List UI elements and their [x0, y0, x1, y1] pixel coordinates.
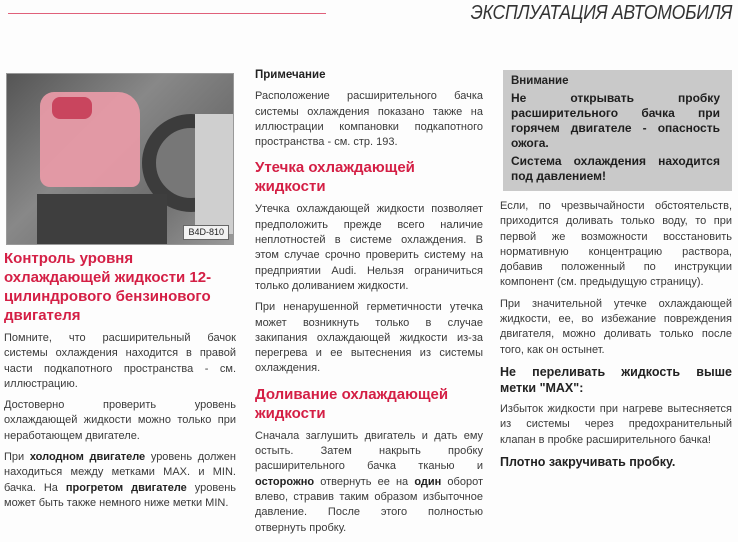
paragraph: Утечка охлаждающей жидкости позволяет предположить прежде всего наличие неплотностей в системе охлаждения. В этом случае срочно проверить систему на предприятии Audi. Нельзя ограничиться только доливанием жидкости. — [255, 203, 483, 292]
text: оборот влево, стравив таким образом избыточное давление. После этого полностью отвернуть пробку. — [255, 475, 484, 534]
engine-cover — [195, 114, 234, 234]
paragraph — [4, 450, 236, 511]
closing-instruction: Плотно закручивать пробку. — [500, 454, 676, 469]
air-filter-box — [37, 194, 167, 245]
paragraph: При значительной утечке охлаждающей жидкости, ее, во избежание повреждения двигателя, можно доливать только после того, как он остынет. — [500, 297, 732, 356]
text: уровень может быть также немного ниже метки MIN. — [4, 481, 237, 509]
coolant-tank-illustration — [6, 73, 234, 245]
bold-text: прогретом двигателе — [65, 481, 187, 494]
paragraph: При ненарушенной герметичности утечка может возникнуть только в случае закипания охлаждающей жидкости из-за перегрева и ее вытеснения из системы охлаждения. — [255, 301, 483, 375]
paragraph: Помните, что расширительный бачок системы охлаждения находится в правой части подкапотного пространства - см. иллюстрацию. — [4, 332, 236, 390]
text: При — [4, 451, 30, 464]
text: отвернуть ее на — [314, 475, 415, 488]
right-column — [500, 70, 732, 476]
paragraph — [255, 429, 483, 536]
bold-text: холодном двигателе — [29, 451, 146, 464]
middle-column — [255, 68, 483, 542]
figure-label: B4D-810 — [183, 225, 229, 240]
text: Сначала заглушить двигатель и дать ему остыть. Затем накрыть пробку расширительного бачка тканью и — [255, 429, 483, 473]
warning-text: Система охлаждения находится под давлением! — [511, 154, 720, 183]
warning-text: Не открывать пробку расширительного бачка при горячем двигателе - опасность ожога. — [511, 91, 720, 150]
header-rule — [8, 13, 326, 14]
section-title: ЭКСПЛУАТАЦИЯ АВТОМОБИЛЯ — [470, 2, 732, 24]
warning-box — [503, 70, 732, 191]
bold-text: один — [414, 475, 442, 488]
paragraph: Достоверно проверить уровень охлаждающей жидкости можно только при неработающем двигателе. — [4, 399, 236, 442]
bold-text: осторожно — [255, 475, 315, 488]
coolant-check-heading: Контроль уровня охлаждающей жидкости 12-цилиндрового бензинового двигателя — [4, 250, 212, 324]
leak-heading: Утечка охлаждающей жидкости — [255, 159, 415, 196]
left-column — [4, 73, 236, 517]
topping-up-heading: Доливание охлаждающей жидкости — [255, 385, 449, 422]
paragraph: Если, по чрезвычайности обстоятельств, приходится доливать только воду, то при первой же возможности восстановить нормативную концентрацию раствора, добавив положенный по инструкции компонент (см. предыдущую страницу). — [500, 200, 732, 289]
max-heading: Не переливать жидкость выше метки "MAX": — [500, 364, 732, 395]
warning-title: Внимание — [511, 75, 569, 87]
paragraph: Избыток жидкости при нагреве вытесняется из системы через предохранительный клапан в пробке расширительного бачка! — [500, 402, 732, 446]
note-title: Примечание — [255, 69, 326, 81]
text: уровень должен находиться между метками MAX. и MIN. бачка. На — [4, 451, 236, 494]
note-text: Расположение расширительного бачка системы охлаждения показано также на иллюстрации компановки подкапотного пространства - см. стр. 193. — [255, 90, 483, 149]
tank-cap — [52, 97, 92, 119]
